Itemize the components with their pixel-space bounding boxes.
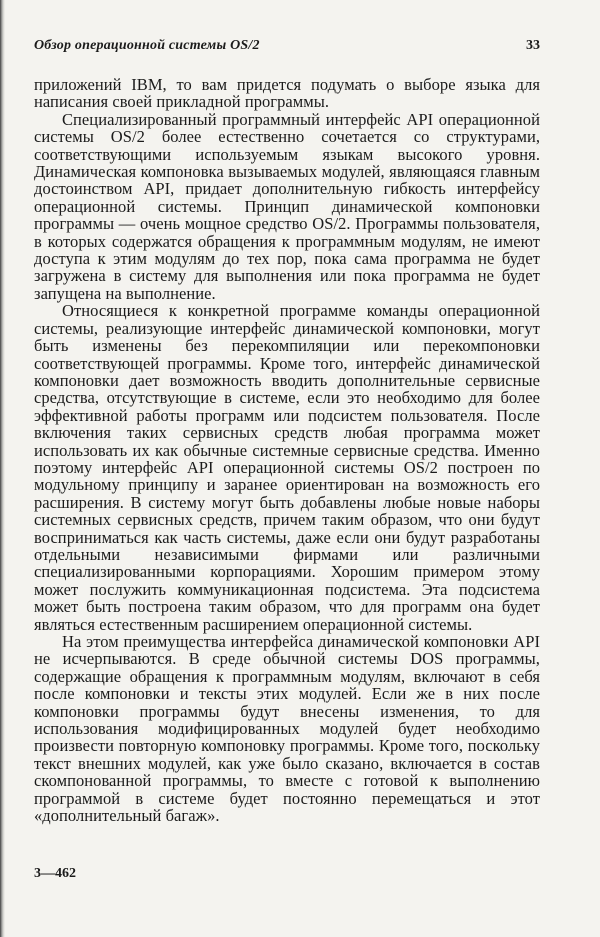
paragraph-api-interface: Специализированный программный интерфейс API операционной системы OS/2 более естественно сочетается со структурами, соответствующими используемым языкам высокого уровня. Динамическая компоновка вызываемых модулей, являющаяся главным достоинством API, придает дополнительную гибкость интерфейсу операционной системы. Принцип динамической компоновки программы — очень мощное средство OS/2. Программы пользователя, в которых содержатся обращения к программным модулям, не имеют доступа к этим модулям до тех пор, пока сама программа не будет загружена в систему для выполнения или пока программа не будет запущена на выполнение. xyxy=(34,109,540,303)
scan-edge xyxy=(0,0,5,937)
running-title: Обзор операционной системы OS/2 xyxy=(34,38,260,53)
book-page xyxy=(34,38,540,824)
paragraph-dos-comparison: На этом преимущества интерфейса динамической компоновки API не исчерпываются. В среде обычной системы DOS программы, содержащие обращения к программным модулям, включают в себя после компоновки и тексты этих модулей. Если же в них после компоновки программы будут внесены изменения, то для использования модифицированных модулей будет необходимо произвести повторную компоновку программы. Кроме того, поскольку текст внешних модулей, как уже было сказано, включается в состав скомпонованной программы, то вместе с готовой к выполнению программой в системе будет постоянно перемещаться и этот «дополнительный багаж». xyxy=(34,632,540,826)
signature-mark: 3—462 xyxy=(34,866,76,881)
paragraph-continued: приложений IBM, то вам придется подумать о выборе языка для написания своей прикладной программы. xyxy=(34,75,540,112)
page-number: 33 xyxy=(526,38,540,53)
body-text xyxy=(34,76,540,824)
page-header xyxy=(34,38,540,64)
paragraph-dynamic-linking-commands: Относящиеся к конкретной программе команды операционной системы, реализующие интерфейс динамической компоновки, могут быть изменены без перекомпиляции или перекомпоновки соответствующей программы. Кроме того, интерфейс динамической компоновки дает возможность вводить дополнительные сервисные средства, отсутствующие в системе, если это необходимо для более эффективной работы программ или подсистем пользователя. После включения таких сервисных средств любая программа может использовать их как обычные системные сервисные средства. Именно поэтому интерфейс API операционной системы OS/2 построен по модульному принципу и заранее ориентирован на возможность его расширения. В систему могут быть добавлены любые новые наборы системных сервисных средств, причем таким образом, что они будут восприниматься как часть системы, даже если они будут разработаны отдельными независимыми фирмами или различными специализированными корпорациями. Хорошим примером этому может послужить коммуникационная подсистема. Эта подсистема может быть построена таким образом, что для программ она будет являться естественным расширением операционной системы. xyxy=(34,301,540,634)
